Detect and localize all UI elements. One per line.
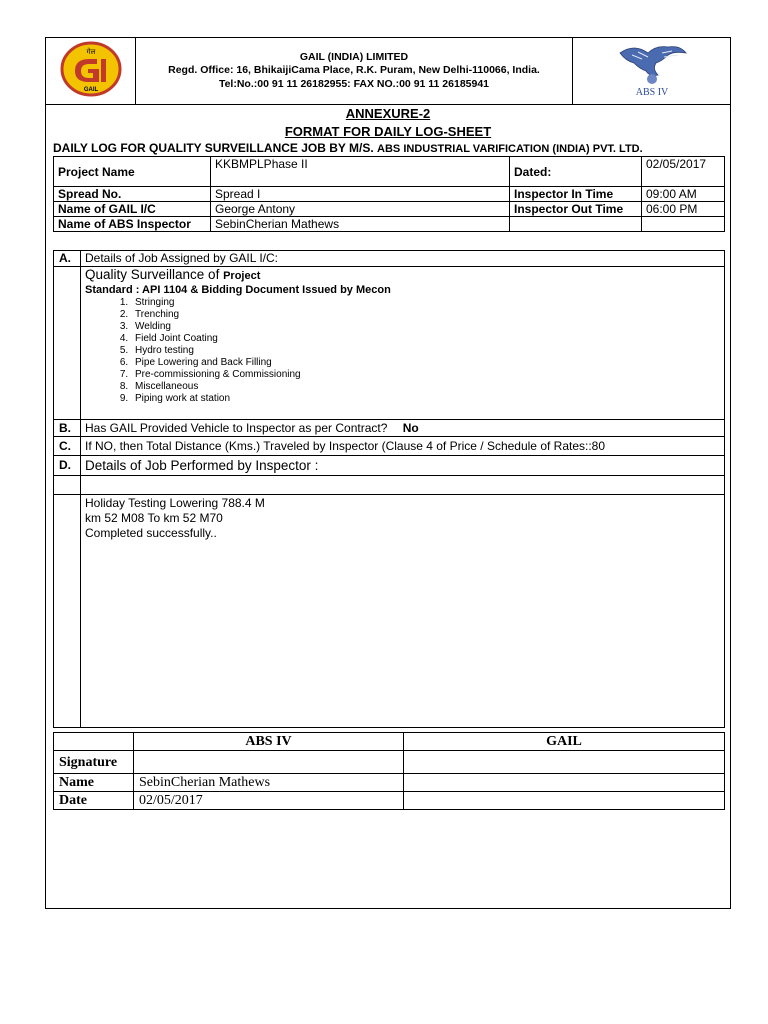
- spread-value: Spread I: [211, 187, 510, 202]
- spread-label: Spread No.: [54, 187, 211, 202]
- company-name: GAIL (INDIA) LIMITED: [299, 50, 409, 63]
- empty-cell: [642, 217, 725, 232]
- abs-inspector-label: Name of ABS Inspector: [54, 217, 211, 232]
- project-name-value: KKBMPLPhase II: [211, 157, 510, 187]
- vehicle-answer: No: [402, 420, 419, 435]
- empty-cell: [81, 476, 725, 495]
- list-item: 3. Welding: [131, 321, 720, 333]
- out-time-label: Inspector Out Time: [510, 202, 642, 217]
- empty-cell: [54, 476, 81, 495]
- section-d-body: [81, 495, 725, 728]
- section-c-text: If NO, then Total Distance (Kms.) Traveled by Inspector (Clause 4 of Price / Schedule of Rates::80: [81, 437, 725, 456]
- svg-text:गेल: गेल: [86, 47, 95, 56]
- empty-cell: [54, 733, 134, 751]
- name-label: Name: [54, 774, 134, 792]
- section-b-letter: B.: [54, 420, 81, 437]
- signature-label: Signature: [54, 751, 134, 774]
- gail-logo-cell: [46, 38, 136, 105]
- vehicle-question: Has GAIL Provided Vehicle to Inspector as per Contract?: [85, 420, 388, 435]
- section-b-question: [81, 420, 725, 437]
- abs-logo-cell: [573, 38, 731, 105]
- job-performed-line: Completed successfully..: [85, 526, 217, 540]
- qs-prefix: Quality Surveillance of: [85, 267, 224, 282]
- section-d-title: Details of Job Performed by Inspector :: [81, 456, 725, 476]
- job-performed-line: km 52 M08 To km 52 M70: [85, 511, 223, 525]
- list-item: 6. Pipe Lowering and Back Filling: [131, 357, 720, 369]
- out-time-value: 06:00 PM: [642, 202, 725, 217]
- in-time-value: 09:00 AM: [642, 187, 725, 202]
- dated-value: 02/05/2017: [642, 157, 725, 187]
- dated-label: Dated:: [510, 157, 642, 187]
- job-performed-line: Holiday Testing Lowering 788.4 M: [85, 496, 265, 510]
- gail-signature-field: [404, 751, 725, 774]
- daily-log-subtitle: [53, 141, 643, 155]
- in-time-label: Inspector In Time: [510, 187, 642, 202]
- list-item: 4. Field Joint Coating: [131, 333, 720, 345]
- list-item: 9. Piping work at station: [131, 393, 720, 405]
- list-item: 7. Pre-commissioning & Commissioning: [131, 369, 720, 381]
- qs-project: Project: [223, 270, 261, 282]
- section-a-title: Details of Job Assigned by GAIL I/C:: [81, 251, 725, 267]
- standard-line: Standard : API 1104 & Bidding Document Issued by Mecon: [85, 284, 391, 296]
- project-info-table: [53, 156, 725, 232]
- gail-logo: [59, 41, 123, 97]
- svg-text:GAIL: GAIL: [83, 86, 98, 93]
- company-contact: Tel:No.:00 91 11 26182955: FAX NO.:00 91 11 26185941: [218, 77, 490, 90]
- section-a-spacer: [54, 267, 81, 420]
- gail-name-field: [404, 774, 725, 792]
- abs-eagle-logo: [612, 39, 692, 99]
- abs-column-header: ABS IV: [134, 733, 404, 751]
- abs-date-value: 02/05/2017: [134, 792, 404, 810]
- abs-name-value: SebinCherian Mathews: [134, 774, 404, 792]
- section-a-body: [81, 267, 725, 420]
- company-header: [136, 38, 573, 105]
- daily-log-prefix: DAILY LOG FOR QUALITY SURVEILLANCE JOB BY M/S.: [53, 141, 378, 155]
- job-details-table: [53, 250, 725, 728]
- list-item: 2. Trenching: [131, 309, 720, 321]
- section-a-letter: A.: [54, 251, 81, 267]
- svg-text:ABS IV: ABS IV: [635, 86, 668, 98]
- empty-cell: [510, 217, 642, 232]
- section-d-spacer: [54, 495, 81, 728]
- format-title: FORMAT FOR DAILY LOG-SHEET: [284, 124, 492, 139]
- gail-ic-label: Name of GAIL I/C: [54, 202, 211, 217]
- gail-column-header: GAIL: [404, 733, 725, 751]
- gail-date-field: [404, 792, 725, 810]
- list-item: 5. Hydro testing: [131, 345, 720, 357]
- list-item: 8. Miscellaneous: [131, 381, 720, 393]
- quality-surveillance-line: [85, 267, 720, 284]
- section-d-letter: D.: [54, 456, 81, 476]
- list-item: 1. Stringing: [131, 297, 720, 309]
- letterhead: [45, 37, 731, 105]
- project-name-label: Project Name: [54, 157, 211, 187]
- section-c-letter: C.: [54, 437, 81, 456]
- gail-ic-value: George Antony: [211, 202, 510, 217]
- abs-inspector-value: SebinCherian Mathews: [211, 217, 510, 232]
- signature-table: [53, 732, 725, 810]
- date-label: Date: [54, 792, 134, 810]
- company-address: Regd. Office: 16, BhikaijiCama Place, R.K. Puram, New Delhi-110066, India.: [168, 64, 540, 77]
- assigned-jobs-list: [85, 297, 720, 405]
- abs-signature-field: [134, 751, 404, 774]
- annexure-heading: ANNEXURE-2: [345, 106, 431, 121]
- daily-log-company: ABS INDUSTRIAL VARIFICATION (INDIA) PVT. LTD.: [377, 143, 643, 155]
